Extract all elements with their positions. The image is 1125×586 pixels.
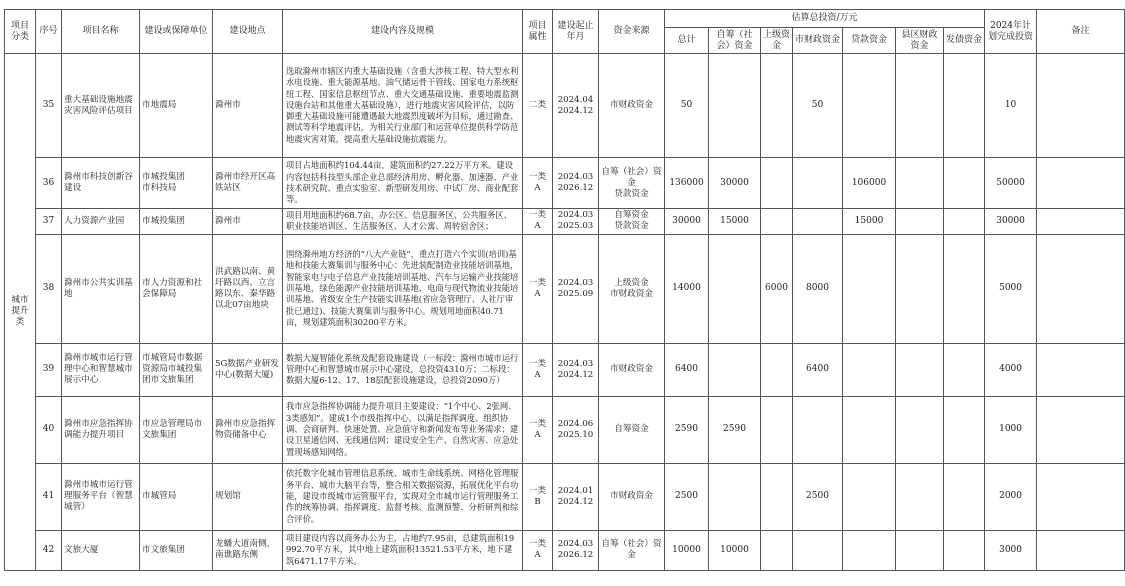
project-scope: 选取滁州市辖区内重大基础设施（含重大涉核工程、特大型水利水电设施、重大能源基地、油气储运骨干管线、国家电力系统枢纽工程、国家信息枢纽节点、重大交通基础设施、重要地震监测设施台站和其他重大基础设施），进行地震灾害风险评估，以防御重大基础设施可能遭遇最大地震烈度破坏为目标，通过勘查、测试等科学地震评估，为相关行业部门和运营单位提供科学防范地震灾害对策，提高重大基础设施抗震能力。 [283, 54, 523, 158]
header-period: 建设起止年月 [553, 10, 599, 54]
project-name: 人力资源产业园 [62, 209, 140, 235]
header-plan-2024: 2024年计划完成投资 [985, 10, 1037, 54]
remark [1037, 158, 1125, 209]
investment-loan: 106000 [843, 158, 896, 209]
header-unit: 建设或保障单位 [140, 10, 213, 54]
investment-county [896, 158, 944, 209]
project-scope: 我市应急指挥协调能力提升项目主要建设：“1个中心、2张网、3类感知”。建成1个市级指挥中心，以满足指挥调度、组织协调、会商研判、快速处置、应急值守和新闻发布等业务需求；建设卫星通信网、无线通信网；建设安全生产、自然灾害、应急处置现场感知网络。 [283, 396, 523, 463]
investment-self-raised [709, 343, 761, 396]
header-seq: 序号 [36, 10, 62, 54]
project-location: 滁州市 [213, 209, 283, 235]
investment-county [896, 530, 944, 570]
investment-loan [843, 234, 896, 343]
investment-superior [761, 54, 793, 158]
project-scope: 数据大厦智能化系统及配套设施建设（一标段：滁州市城市运行管理中心和智慧城市展示中心建设，总投资4310万；二标段：数据大厦6-12、17、18层配套设施建设，总投资2090万） [283, 343, 523, 396]
project-location: 洪武路以南、黄圩路以西、立言路以东、秦华路以北07亩地块 [213, 234, 283, 343]
table-row [5, 396, 1125, 463]
investment-bond [944, 234, 985, 343]
investment-county [896, 343, 944, 396]
investment-city: 2500 [793, 463, 843, 530]
investment-county [896, 54, 944, 158]
investment-total: 14000 [665, 234, 709, 343]
project-attr: 一类 A [523, 396, 553, 463]
remark [1037, 209, 1125, 235]
project-attr: 一类 B [523, 463, 553, 530]
investment-total: 10000 [665, 530, 709, 570]
project-attr: 一类 A [523, 209, 553, 235]
investment-county [896, 234, 944, 343]
investment-superior [761, 396, 793, 463]
project-period: 2024.03 2025.09 [553, 234, 599, 343]
investment-loan: 15000 [843, 209, 896, 235]
plan-2024: 5000 [985, 234, 1037, 343]
investment-bond [944, 396, 985, 463]
investment-loan [843, 396, 896, 463]
project-name: 滁州市城市运行管理中心和智慧城市展示中心 [62, 343, 140, 396]
investment-city [793, 209, 843, 235]
header-category: 项目分类 [5, 10, 36, 54]
plan-2024: 2000 [985, 463, 1037, 530]
project-name: 滁州市公共实训基地 [62, 234, 140, 343]
investment-self-raised: 10000 [709, 530, 761, 570]
plan-2024: 1000 [985, 396, 1037, 463]
investment-total: 30000 [665, 209, 709, 235]
project-fund-source: 自筹资金 贷款资金 [599, 209, 665, 235]
project-period: 2024.03 2025.03 [553, 209, 599, 235]
remark [1037, 234, 1125, 343]
table-row [5, 234, 1125, 343]
project-attr: 一类 A [523, 343, 553, 396]
project-location: 滁州市应急指挥物资储备中心 [213, 396, 283, 463]
investment-loan [843, 343, 896, 396]
investment-superior [761, 463, 793, 530]
table-row [5, 530, 1125, 570]
project-unit: 市城投集团 市科技局 [140, 158, 213, 209]
project-unit: 市地震局 [140, 54, 213, 158]
investment-county [896, 396, 944, 463]
investment-loan [843, 530, 896, 570]
investment-bond [944, 158, 985, 209]
investment-bond [944, 209, 985, 235]
project-attr: 二类 [523, 54, 553, 158]
project-seq: 40 [36, 396, 62, 463]
project-unit: 市城投集团 [140, 209, 213, 235]
project-period: 2024.03 2026.12 [553, 158, 599, 209]
header-county: 县区财政资金 [896, 28, 944, 54]
table-row [5, 463, 1125, 530]
project-fund-source: 自筹资金 [599, 396, 665, 463]
investment-bond [944, 54, 985, 158]
investment-total: 2590 [665, 396, 709, 463]
investment-total: 136000 [665, 158, 709, 209]
project-attr: 一类 A [523, 158, 553, 209]
table-row [5, 158, 1125, 209]
investment-loan [843, 463, 896, 530]
project-seq: 35 [36, 54, 62, 158]
category-cell: 城市提升类 [5, 54, 36, 571]
header-row-1 [5, 10, 1125, 28]
project-scope: 项目用地面积约68.7亩，办公区、信息服务区、公共服务区、职业技能培训区、生活服务区、人才公寓、周转宿舍区； [283, 209, 523, 235]
project-location: 滁州市经开区高铁站区 [213, 158, 283, 209]
header-loan: 贷款资金 [843, 28, 896, 54]
project-fund-source: 自筹（社会）资金 贷款资金 [599, 158, 665, 209]
project-period: 2024.06 2025.10 [553, 396, 599, 463]
header-remark: 备注 [1037, 10, 1125, 54]
header-bond: 发债资金 [944, 28, 985, 54]
investment-table-document [4, 9, 1090, 571]
project-seq: 41 [36, 463, 62, 530]
project-location: 5G数据产业研发中心(数据大厦) [213, 343, 283, 396]
investment-bond [944, 530, 985, 570]
plan-2024: 4000 [985, 343, 1037, 396]
investment-bond [944, 343, 985, 396]
project-seq: 37 [36, 209, 62, 235]
project-fund-source: 上级资金 市财政资金 [599, 234, 665, 343]
investment-superior [761, 530, 793, 570]
investment-superior [761, 158, 793, 209]
header-total: 总计 [665, 28, 709, 54]
remark [1037, 463, 1125, 530]
project-fund-source: 市财政资金 [599, 463, 665, 530]
project-name: 滁州市应急指挥协调能力提升项目 [62, 396, 140, 463]
investment-city: 50 [793, 54, 843, 158]
project-location: 滁州市 [213, 54, 283, 158]
header-city: 市财政资金 [793, 28, 843, 54]
header-superior: 上级资金 [761, 28, 793, 54]
investment-table [4, 9, 1125, 571]
project-scope: 项目建设内容以商务办公为主，占地约7.95亩，总建筑面积19992.70平方米，其中地上建筑面积13521.53平方米，地下建筑6471.17平方米。 [283, 530, 523, 570]
header-name: 项目名称 [62, 10, 140, 54]
investment-superior [761, 209, 793, 235]
plan-2024: 30000 [985, 209, 1037, 235]
project-period: 2024.03 2026.12 [553, 530, 599, 570]
project-attr: 一类 A [523, 234, 553, 343]
plan-2024: 3000 [985, 530, 1037, 570]
project-attr: 一类 A [523, 530, 553, 570]
investment-self-raised [709, 463, 761, 530]
project-location: 龙蟠大道南侧，南谯路东侧 [213, 530, 283, 570]
table-row [5, 343, 1125, 396]
investment-city [793, 530, 843, 570]
investment-superior: 6000 [761, 234, 793, 343]
project-location: 规划馆 [213, 463, 283, 530]
investment-self-raised [709, 234, 761, 343]
table-body [5, 54, 1125, 571]
project-name: 滁州市科技创新谷建设 [62, 158, 140, 209]
project-unit: 市城管局市数据资源局市城投集团市文旅集团 [140, 343, 213, 396]
project-period: 2024.04 2024.12 [553, 54, 599, 158]
remark [1037, 396, 1125, 463]
project-scope: 项目占地面积约104.44亩，建筑面积约27.22万平方米。建设内容包括科技型头部企业总部经济用房、孵化器、加速器、产业技术研究院、重点实验室、新型研发用房、中试厂房、商业配套等。 [283, 158, 523, 209]
investment-county [896, 463, 944, 530]
investment-total: 2500 [665, 463, 709, 530]
investment-superior [761, 343, 793, 396]
project-fund-source: 市财政资金 [599, 343, 665, 396]
investment-city [793, 158, 843, 209]
plan-2024: 10 [985, 54, 1037, 158]
project-period: 2024.03 2024.12 [553, 343, 599, 396]
investment-city: 6400 [793, 343, 843, 396]
investment-county [896, 209, 944, 235]
project-scope: 围绕滁州地方经济的“八大产业链”，重点打造六个实训(培训)基地和技能大赛集训与服务中心：先进装配制造业技能培训基地，智能家电与电子信息产业技能培训基地、汽车与运输产业技能培训基地，绿色能源产业技能培训基地、电商与现代物流业技能培训基地、省级安全生产技能实训基地(省应急管理厅、人社厅审批已通过)、技能大赛集训与服务中心。规划用地面积40.71亩，规划建筑面积30200平方米。 [283, 234, 523, 343]
header-scope: 建设内容及规模 [283, 10, 523, 54]
project-scope: 依托数字化城市管理信息系统、城市生命线系统、网格化管理服务平台、城市大脑平台等，整合相关数据资源，拓展优化平台功能，建设市级城市运管服平台，实现对全市城市运行管理服务工作的统筹协调、指挥调度、监督考核、监测预警、分析研判和综合评价。 [283, 463, 523, 530]
project-name: 滁州市城市运行管理服务平台（智慧城管） [62, 463, 140, 530]
table-row [5, 209, 1125, 235]
project-seq: 38 [36, 234, 62, 343]
project-period: 2024.01 2024.12 [553, 463, 599, 530]
table-row [5, 54, 1125, 158]
project-unit: 市人力资源和社会保障局 [140, 234, 213, 343]
header-self-raised: 自筹（社会）资金 [709, 28, 761, 54]
investment-city [793, 396, 843, 463]
investment-self-raised: 15000 [709, 209, 761, 235]
project-fund-source: 自筹（社会）资金 [599, 530, 665, 570]
project-fund-source: 市财政资金 [599, 54, 665, 158]
investment-loan [843, 54, 896, 158]
project-unit: 市城管局 [140, 463, 213, 530]
remark [1037, 343, 1125, 396]
investment-bond [944, 463, 985, 530]
remark [1037, 54, 1125, 158]
investment-city: 8000 [793, 234, 843, 343]
header-estimate-group: 估算总投资/万元 [665, 10, 985, 28]
investment-total: 6400 [665, 343, 709, 396]
header-location: 建设地点 [213, 10, 283, 54]
plan-2024: 50000 [985, 158, 1037, 209]
project-unit: 市应急管理局市文旅集团 [140, 396, 213, 463]
project-seq: 36 [36, 158, 62, 209]
investment-total: 50 [665, 54, 709, 158]
investment-self-raised [709, 54, 761, 158]
remark [1037, 530, 1125, 570]
project-seq: 39 [36, 343, 62, 396]
project-seq: 42 [36, 530, 62, 570]
project-name: 文旅大厦 [62, 530, 140, 570]
investment-self-raised: 2590 [709, 396, 761, 463]
header-attr: 项目属性 [523, 10, 553, 54]
project-unit: 市文旅集团 [140, 530, 213, 570]
header-fund-source: 资金来源 [599, 10, 665, 54]
project-name: 重大基础设施地震灾害风险评估项目 [62, 54, 140, 158]
investment-self-raised: 30000 [709, 158, 761, 209]
